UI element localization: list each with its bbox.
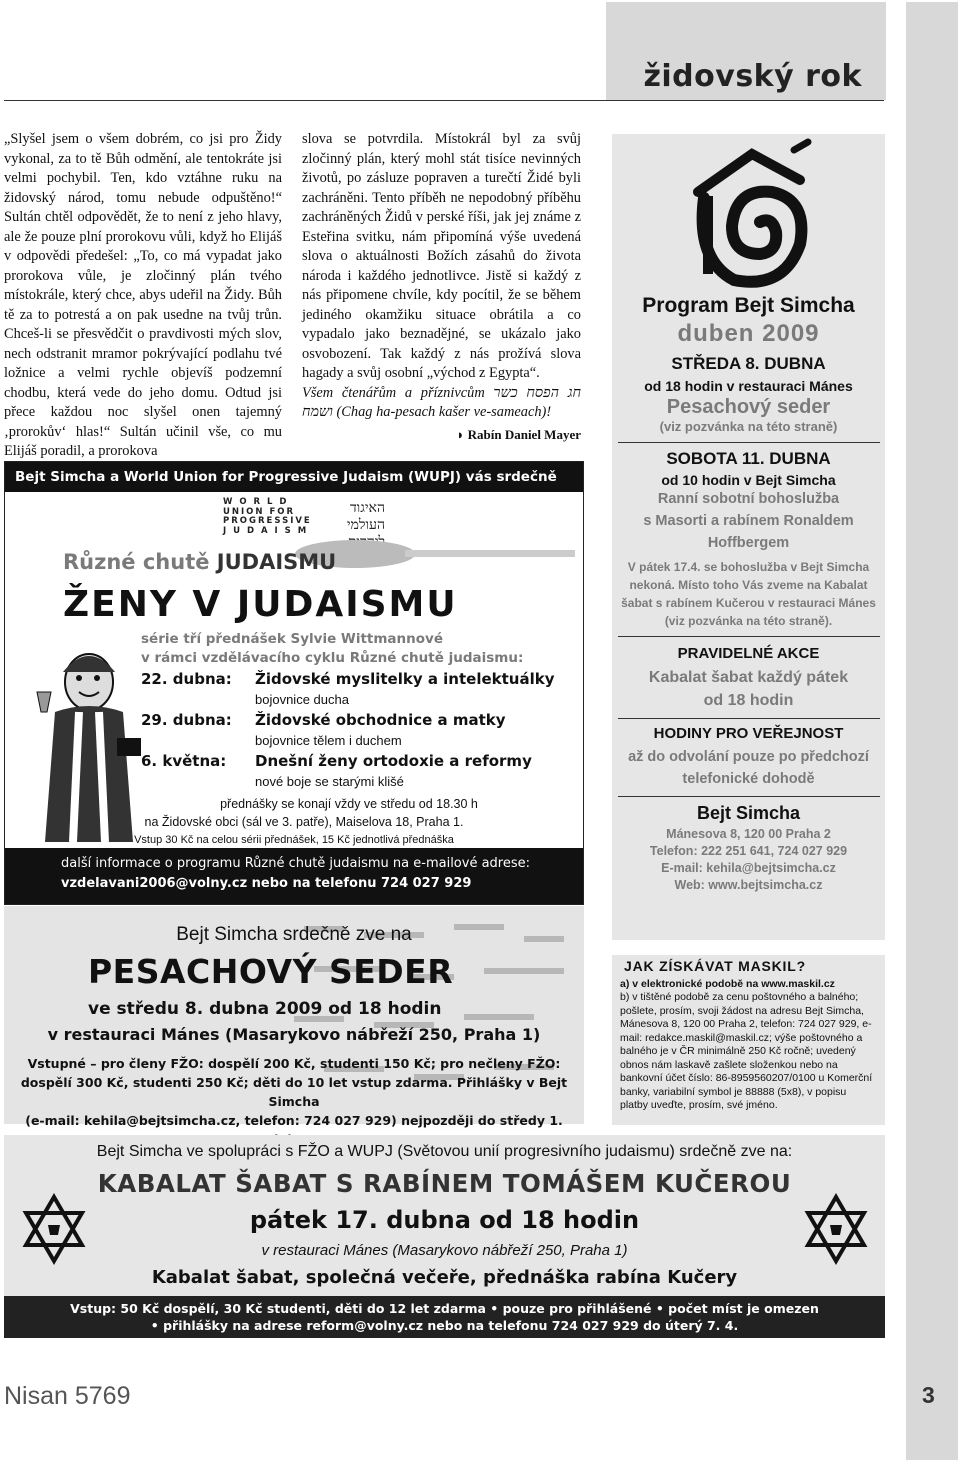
wupj-logo-line: PROGRESSIVE — [223, 516, 312, 526]
signature-arrow-icon: ◗ — [456, 426, 468, 442]
kabalat-intro: Bejt Simcha ve spolupráci s FŽO a WUPJ (Světovou unií progresivního judaismu) srdečně zve na: — [96, 1143, 793, 1160]
header-rule — [4, 100, 884, 101]
program-month: duben 2009 — [677, 320, 820, 347]
program-title: Program Bejt Simcha — [642, 294, 855, 317]
event-1-where: od 18 hodin v restauraci Mánes — [644, 378, 853, 394]
seder-when: ve středu 8. dubna 2009 od 18 hodin — [88, 999, 442, 1019]
maskil-box — [612, 955, 885, 1125]
lecture-2-sub: bojovnice tělem i duchem — [255, 733, 402, 748]
seder-where: v restauraci Mánes (Masarykovo nábřeží 250, Praha 1) — [47, 1025, 541, 1044]
section-tab — [606, 2, 886, 100]
regular-line-1: Kabalat šabat každý pátek — [648, 669, 849, 686]
regular-line-2: od 18 hodin — [703, 692, 794, 709]
star-of-david-icon — [804, 1195, 868, 1267]
issue-label: Nisan 5769 — [4, 1382, 131, 1410]
lectures-contact[interactable]: vzdelavani2006@volny.cz nebo na telefonu 724 027 929 — [61, 876, 472, 891]
series-line: série tří přednášek Sylvie Wittmannové — [141, 631, 443, 647]
program-divider — [618, 636, 880, 637]
note-line-1: V pátek 17.4. se bohoslužba v Bejt Simcha — [627, 560, 870, 574]
signature-name: Rabín Daniel Mayer — [467, 426, 581, 442]
series-lines — [141, 630, 523, 668]
star-of-david-icon — [22, 1195, 86, 1267]
org-address: Mánesova 8, 120 00 Praha 2 — [666, 827, 831, 841]
lecture-1 — [141, 670, 554, 688]
kabalat-banner — [4, 1135, 885, 1338]
seder-title: PESACHOVÝ SEDER — [88, 952, 454, 991]
event-1-day: STŘEDA 8. DUBNA — [671, 354, 826, 373]
kabalat-place: v restauraci Mánes (Masarykovo nábřeží 250, Praha 1) — [261, 1242, 628, 1259]
page-edge-strip — [906, 2, 958, 1460]
lecture-name: Židovské obchodnice a matky — [255, 711, 506, 729]
seder-invite: Bejt Simcha srdečně zve na — [176, 924, 412, 945]
section-title: židovský rok — [643, 59, 862, 94]
article-signature — [302, 425, 581, 445]
program-divider — [618, 442, 880, 443]
event-1-name: Pesachový seder — [666, 396, 831, 418]
program-divider — [618, 796, 880, 797]
lectures-price: Vstup 30 Kč na celou sérii přednášek, 15 Kč jednotlivá přednáška — [134, 834, 454, 846]
seder-ad — [4, 906, 584, 1128]
program-panel — [612, 134, 885, 940]
wupj-logo-line: UNION FOR — [223, 506, 296, 517]
lecture-1-sub: bojovnice ducha — [255, 692, 349, 707]
event-2-where: od 10 hodin v Bejt Simcha — [661, 472, 836, 488]
event-1-note: (viz pozvánka na této straně) — [659, 419, 838, 434]
note-line-3: šabat s rabínem Kučerou v restauraci Mánes — [621, 596, 876, 610]
lectures-title: ŽENY V JUDAISMU — [63, 584, 458, 625]
lecture-name: Dnešní ženy ortodoxie a reformy — [255, 752, 532, 770]
event-2-line-1: Ranní sobotní bohoslužba — [657, 491, 840, 507]
lecture-date: 22. dubna: — [141, 670, 232, 688]
hours-line-2: telefonické dohodě — [682, 771, 815, 787]
maskil-heading: JAK ZÍSKÁVAT MASKIL? — [624, 958, 806, 974]
lectures-when-1: přednášky se konají vždy ve středu od 18.30 h — [220, 797, 478, 811]
series-brand-a: Různé chutě — [63, 550, 210, 574]
hours-line-1: až do odvolání pouze po předchozí — [628, 749, 869, 765]
seder-fees-line: dospělí 300 Kč, studenti 250 Kč; děti do 10 let vstup zdarma. Přihlášky v Bejt Simcha — [20, 1075, 568, 1109]
event-2-day: SOBOTA 11. DUBNA — [666, 449, 831, 468]
cycle-line: v rámci vzdělávacího cyklu Různé chutě judaismu: — [141, 650, 524, 666]
regular-heading: PRAVIDELNÉ AKCE — [677, 645, 820, 662]
maskil-option-a: a) v elektronické podobě na www.maskil.cz — [620, 977, 835, 990]
lectures-more-info: další informace o programu Různé chutě judaismu na e-mailové adrese: — [61, 856, 531, 871]
wupj-logo-line: W O R L D — [223, 497, 289, 507]
lecture-3 — [141, 752, 532, 770]
page-number: 3 — [922, 1382, 935, 1408]
kabalat-program: Kabalat šabat, společná večeře, přednáška rabína Kučery — [151, 1267, 738, 1288]
bejt-simcha-logo — [674, 140, 824, 290]
kabalat-date: pátek 17. dubna od 18 hodin — [249, 1206, 640, 1234]
program-divider — [618, 718, 880, 719]
lectures-ad — [4, 461, 584, 905]
lecture-date: 6. května: — [141, 752, 227, 770]
lectures-when-2: na Židovské obci (sál ve 3. patře), Maiselova 18, Praha 1. — [144, 815, 464, 829]
wupj-logo-line: J U D A I S M — [223, 525, 309, 536]
article-column-2-text: slova se potvrdila. Místokrál byl za svůj zločinný plán, který mohl stát tisíce nevinných životů, po zásluze popraven a turečtí Židé byli zachráněni. Tento příběh ne nepodobný příběhu zachráněných Židů v perské říši, jak jej známe z Esteřina svitku, nám připomíná výše uvedená slova o aktuálnosti Božích zásahů do života národa i každého jednotlivce. Jistě si každý z nás připomene chvíle, kdy pocítil, že se během jediného okamžiku situace obrátila a co vypadalo jako beznadějné, se ukázalo jako osvobození. Tak každý z nás prožívá slova hagady a svůj osobní „východ z Egypta“. — [302, 131, 581, 381]
event-2-line-3: Hoffbergem — [707, 535, 790, 551]
lectures-contact-bar — [5, 848, 583, 904]
lectures-ad-banner: Bejt Simcha a World Union for Progressive Judaism (WUPJ) vás srdečně zvou: — [5, 462, 583, 492]
hebrew-logo-line: העולמי — [346, 517, 385, 533]
seder-fees-line: (e-mail: kehila@bejtsimcha.cz, telefon: 724 027 929) nejpozději do středy 1. — [25, 1113, 563, 1128]
hebrew-logo-line: האיגוד — [349, 500, 385, 516]
kabalat-info-line: • přihlášky na adrese reform@volny.cz nebo na telefonu 724 027 929 do úterý 7. 4. — [150, 1318, 739, 1333]
org-email[interactable]: E-mail: kehila@bejtsimcha.cz — [661, 861, 836, 875]
kabalat-info-line: Vstup: 50 Kč dospělí, 30 Kč studenti, děti do 12 let zdarma • pouze pro přihlášené • počet míst je omezen — [70, 1301, 819, 1316]
note-line-2: nekoná. Místo toho Vás zveme na Kabalat — [629, 578, 868, 592]
seder-fees-line: Vstupné – pro členy FŽO: dospělí 200 Kč, studenti 150 Kč; pro nečleny FŽO: — [27, 1056, 561, 1071]
wupj-logo — [223, 498, 312, 536]
org-name: Bejt Simcha — [696, 803, 801, 823]
series-brand-b: JUDAISMU — [216, 550, 337, 574]
spoon-icon — [295, 532, 575, 572]
article-greeting: Všem čtenářům a příznivcům חג הפסח כשר ושמח (Chag ha-pesach kašer ve-sameach)! — [302, 384, 581, 420]
lecture-name: Židovské myslitelky a intelektuálky — [255, 670, 555, 688]
lecture-3-sub: nové boje se starými klišé — [255, 774, 404, 789]
kabalat-title: KABALAT ŠABAT S RABÍNEM TOMÁŠEM KUČEROU — [97, 1169, 792, 1198]
note-line-4: (viz pozvánka na této straně). — [664, 614, 833, 628]
event-2-line-2: s Masorti a rabínem Ronaldem — [643, 513, 854, 529]
series-brand — [63, 550, 336, 574]
org-web[interactable]: Web: www.bejtsimcha.cz — [674, 878, 823, 892]
hours-heading: HODINY PRO VEŘEJNOST — [653, 725, 844, 742]
maskil-option-b: b) v tištěné podobě za cenu poštovného a balného; pošlete, prosím, svoji žádost na adresu Bejt Simcha, Mánesova 8, 120 00 Praha 2, telefon: 724 027 929, e-mail: redakce.maskil@maskil.cz; výše poštovného a balného je v ČR minimálně 250 Kč ročně; uvedený obnos nám laskavě zašlete složenkou nebo na bankovní účet číslo: 86-8959560207/0100 u Komerční banky, variabilní symbol je 88888 (5x8), v popisu platby uveďte, prosím, své jméno. — [620, 991, 873, 1111]
org-phone: Telefon: 222 251 641, 724 027 929 — [649, 844, 848, 858]
article-column-1: „Slyšel jsem o všem dobrém, co jsi pro Židy vykonal, za to tě Bůh odmění, ale tentokráte jsi velmi pochybil. Ten, kdo vztáhne ruku na židovský národ, tomu nebude odpuštěno!“ Sultán chtěl odpovědět, že to není z jeho hlavy, ale že pouze plní prorokovu vůli, když ho Elijáš v odpovědi předešel: „To, co má vypadat jako prorokova vůle, je zločinný plán tvého místokrále, který chce, abys udeřil na Židy. Bůh tě za to potrestá a on pak usedne na tvůj trůn. Chceš-li se přesvědčit o pravdivosti mých slov, nech odstranit mramor pokrývající podlahu tvé ložnice a velmi rychle objevíš podzemní chodbu, která vede do jeho domu. Odtud jsi přece každou noc slyšel onen tajemný ‚prorokův‘ hlas!“ Sultán učinil vše, co mu Elijáš poradil, a prorokova — [4, 131, 282, 459]
lecture-2 — [141, 711, 506, 729]
kabalat-info-bar — [4, 1296, 885, 1338]
lecture-date: 29. dubna: — [141, 711, 232, 729]
article-column-2 — [302, 130, 581, 444]
